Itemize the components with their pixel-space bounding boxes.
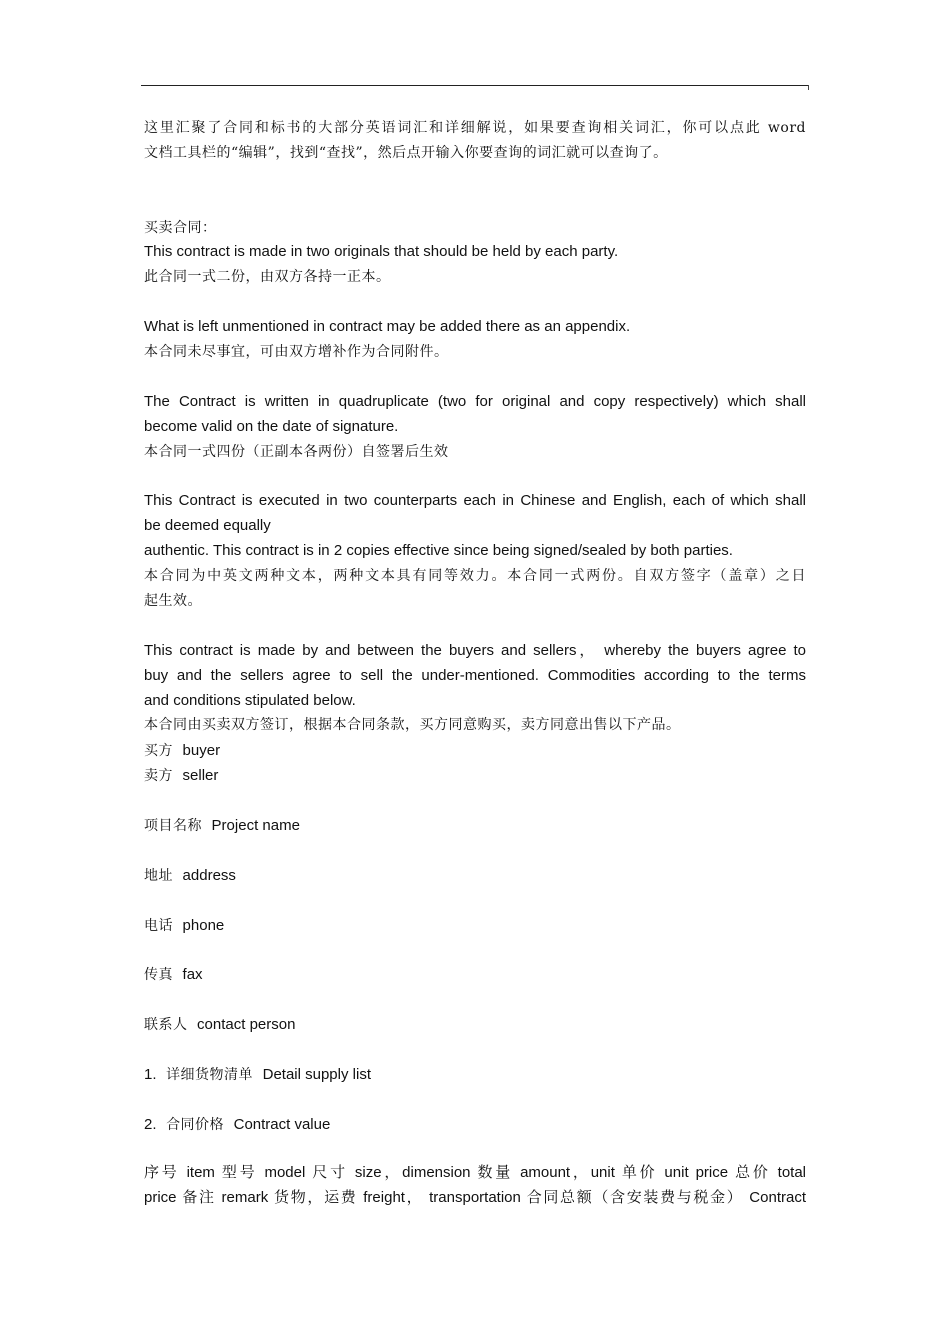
header-rule [141,85,808,86]
numbered-item-1-zh: 详细货物清单 [166,1066,254,1083]
spacer [144,1087,806,1112]
term-address-zh: 地址 [144,867,173,884]
spacer [144,290,806,315]
intro-line-1: 这里汇聚了合同和标书的大部分英语词汇和详细解说，如果要查询相关词汇，你可以点此 word [144,120,806,136]
numbered-item-1-en: Detail supply list [262,1065,371,1083]
term-buyer-zh: 买方 [144,743,173,760]
term-fax-zh: 传真 [144,967,173,984]
spacer [144,1037,806,1062]
spacer [144,614,806,639]
clause-4-en-line-1: This Contract is executed in two counterparts each in Chinese and English, each of which shall [144,492,806,510]
spacer [144,838,806,863]
clause-2-en: What is left unmentioned in contract may be added there as an appendix. [144,318,631,336]
term-seller-zh: 卖方 [144,768,173,785]
term-fax [144,962,806,987]
term-buyer-en: buyer [182,742,221,760]
numbered-item-2-zh: 合同价格 [166,1116,225,1133]
term-seller-en: seller [182,767,219,785]
intro-line-2: 文档工具栏的“编辑”，找到“查找”，然后点开输入你要查询的词汇就可以查询了。 [144,144,668,161]
header-rule-tick [808,85,809,90]
term-contact-zh: 联系人 [144,1017,188,1034]
clause-5-en-line-2: buy and the sellers agree to sell the under-mentioned. Commodities according to the terms [144,666,806,684]
numbered-item-2-num: 2. [144,1115,157,1133]
clause-2-zh: 本合同未尽事宜，可由双方增补作为合同附件。 [144,344,449,361]
section-title: 买卖合同： [144,219,217,236]
term-contact-en: contact person [197,1016,296,1034]
clause-1-zh: 此合同一式二份，由双方各持一正本。 [144,269,391,286]
term-buyer [144,738,806,763]
numbered-item-1-num: 1. [144,1065,157,1083]
term-phone-en: phone [182,916,225,934]
clause-3-en-line-2: become valid on the date of signature. [144,417,399,435]
term-phone [144,913,806,938]
numbered-item-2-en: Contract value [233,1115,331,1133]
glossary-line-1: 序号 item 型号 model 尺寸 size，dimension 数量 amount，unit 单价 unit price 总价 total [144,1164,806,1182]
term-phone-zh: 电话 [144,917,173,934]
clause-4-en-line-2: be deemed equally [144,517,271,535]
numbered-item-1 [144,1062,806,1087]
clause-4-en-line-3: authentic. This contract is in 2 copies effective since being signed/sealed by both parties. [144,542,733,560]
glossary-line-2: price 备注 remark 货物，运费 freight， transportation 合同总额（含安装费与税金） Contract [144,1189,806,1207]
term-fax-en: fax [182,966,203,984]
term-seller [144,763,806,788]
document-body [144,116,806,1211]
term-address-en: address [182,866,236,884]
clause-5-zh: 本合同由买卖双方签订，根据本合同条款，买方同意购买，卖方同意出售以下产品。 [144,717,681,734]
spacer [144,166,806,216]
spacer [144,365,806,390]
term-project-name [144,813,806,838]
spacer [144,1137,806,1162]
term-address [144,863,806,888]
term-project-name-en: Project name [211,816,300,834]
numbered-item-2 [144,1112,806,1137]
clause-4-zh-line-2: 起生效。 [144,592,202,609]
spacer [144,937,806,962]
clause-5-en-line-1: This contract is made by and between the buyers and sellers， whereby the buyers agree to [144,641,806,659]
term-project-name-zh: 项目名称 [144,817,202,834]
clause-5-en-line-3: and conditions stipulated below. [144,691,356,709]
clause-3-en-line-1: The Contract is written in quadruplicate (two for original and copy respectively) which shall [144,392,806,410]
spacer [144,888,806,913]
spacer [144,987,806,1012]
term-contact [144,1012,806,1037]
spacer [144,788,806,813]
clause-4-zh-line-1: 本合同为中英文两种文本，两种文本具有同等效力。本合同一式两份。自双方签字（盖章）之日 [144,568,806,585]
spacer [144,464,806,489]
clause-3-zh: 本合同一式四份（正副本各两份）自签署后生效 [144,443,449,460]
clause-1-en: This contract is made in two originals that should be held by each party. [144,243,619,261]
